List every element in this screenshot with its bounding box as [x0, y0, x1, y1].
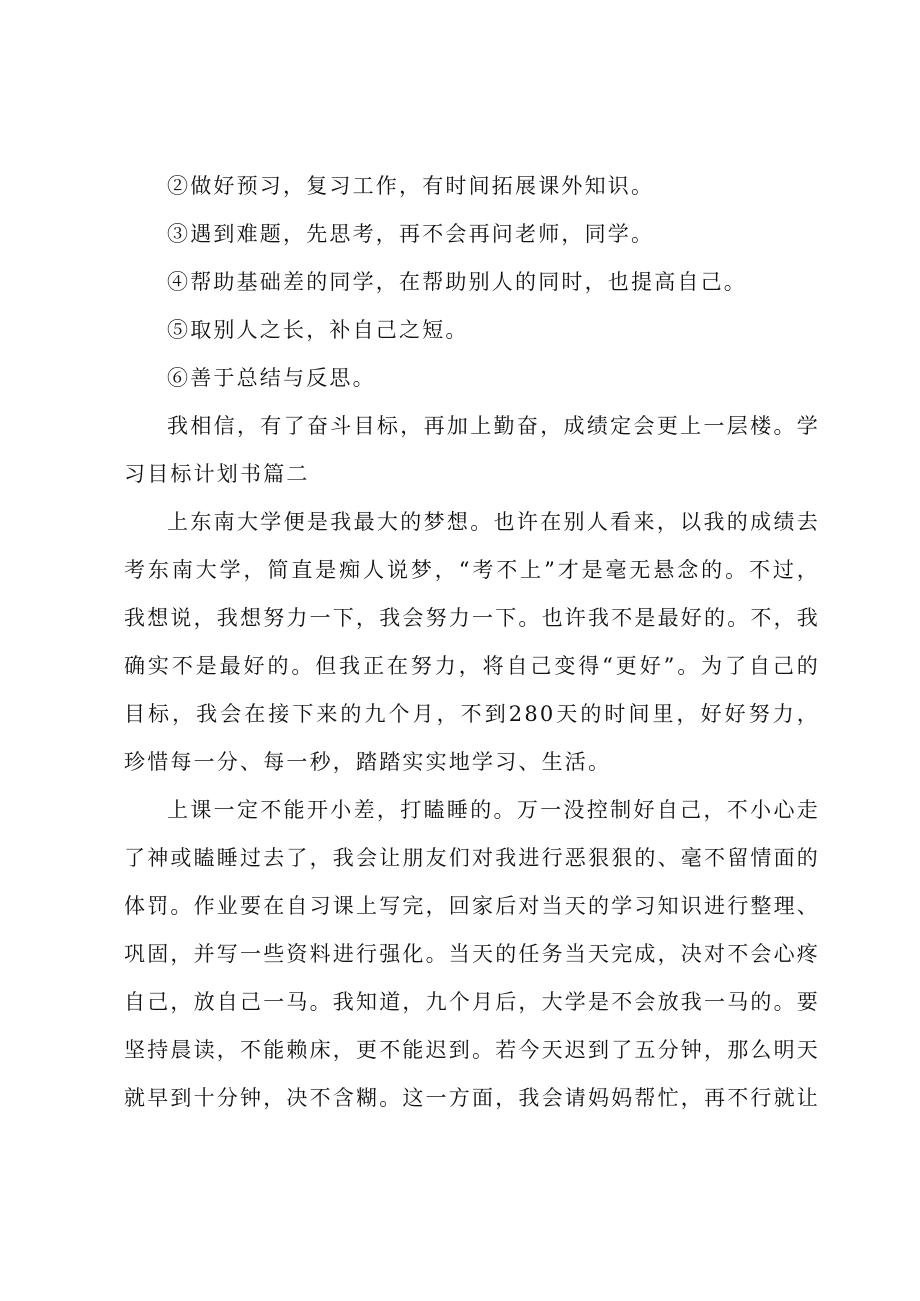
paragraph-study-discipline: 上课一定不能开小差，打瞌睡的。万一没控制好自己，不小心走了神或瞌睡过去了，我会让朋友们对我进行恶狠狠的、毫不留情面的体罚。作业要在自习课上写完，回家后对当天的学习知识进行整理、巩固，并写一些资料进行强化。当天的任务当天完成，决对不会心疼自己，放自己一马。我知道，九个月后，大学是不会放我一马的。要坚持晨读，不能赖床，更不能迟到。若今天迟到了五分钟，那么明天就早到十分钟，决不含糊。这一方面，我会请妈妈帮忙，再不行就让 — [124, 798, 820, 1110]
list-item: ③遇到难题，先思考，再不会再问老师，同学。 — [167, 222, 655, 246]
list-item: ⑥善于总结与反思。 — [167, 366, 376, 390]
list-item: ②做好预习，复习工作，有时间拓展课外知识。 — [167, 174, 655, 198]
paragraph-conclusion-and-section-title: 我相信，有了奋斗目标，再加上勤奋，成绩定会更上一层楼。学习目标计划书篇二 — [124, 414, 820, 486]
paragraph-dream-university: 上东南大学便是我最大的梦想。也许在别人看来，以我的成绩去考东南大学，简直是痴人说梦，“考不上”才是毫无悬念的。不过，我想说，我想努力一下，我会努力一下。也许我不是最好的。不，我确实不是最好的。但我正在努力，将自己变得“更好”。为了自己的目标，我会在接下来的九个月，不到280天的时间里，好好努力，珍惜每一分、每一秒，踏踏实实地学习、生活。 — [124, 510, 820, 774]
list-item: ⑤取别人之长，补自己之短。 — [167, 318, 469, 342]
list-item: ④帮助基础差的同学，在帮助别人的同时，也提高自己。 — [167, 270, 747, 294]
document-body — [124, 162, 820, 1122]
